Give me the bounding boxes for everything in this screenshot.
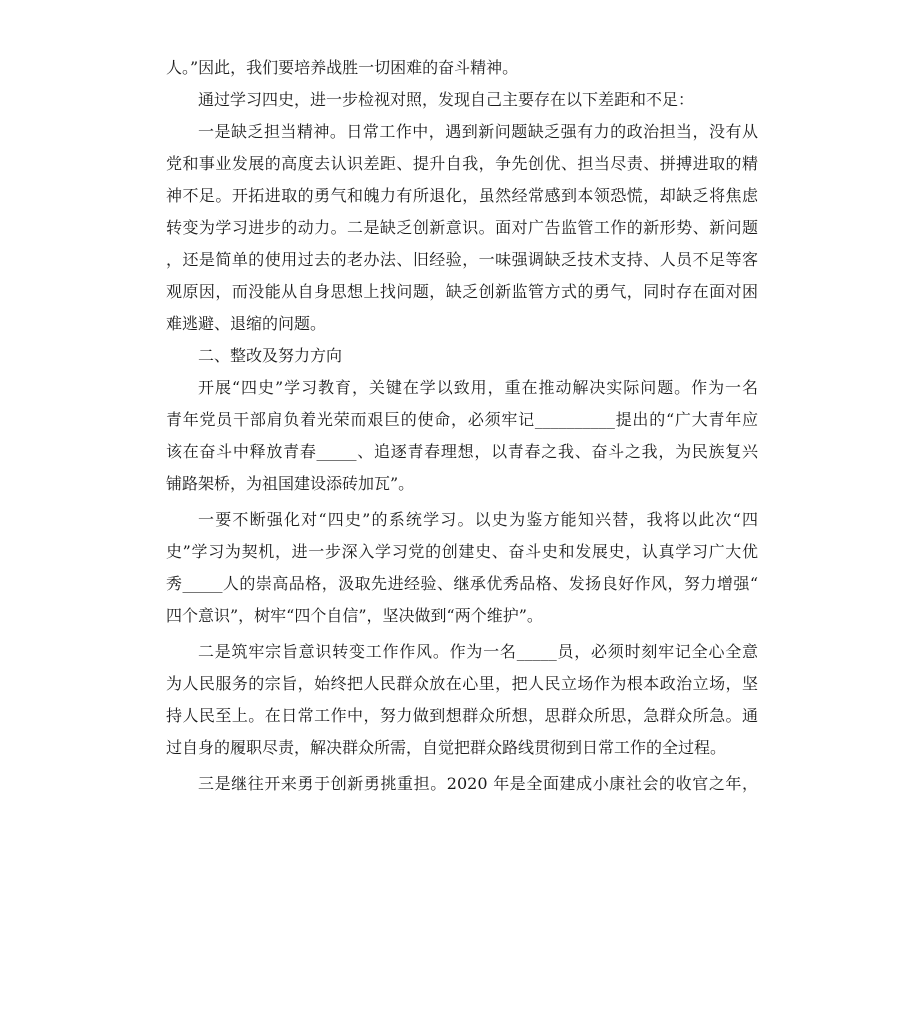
text-line: 四个意识”，树牢“四个自信”，坚决做到“两个维护”。 — [166, 606, 543, 625]
paragraph-first-line: 通过学习四史，进一步检视对照，发现自己主要存在以下差距和不足： — [198, 90, 695, 109]
text-line: 人。”因此，我们要培养战胜一切困难的奋斗精神。 — [166, 58, 519, 77]
text-line: 转变为学习进步的动力。二是缺乏创新意识。面对广告监管工作的新形势、新问题 — [166, 218, 758, 237]
text-line: 史”学习为契机，进一步深入学习党的创建史、奋斗史和发展史，认真学习广大优 — [166, 542, 758, 561]
paragraph-first-line: 一是缺乏担当精神。日常工作中，遇到新问题缺乏强有力的政治担当，没有从 — [198, 122, 758, 141]
paragraph-first-line: 一要不断强化对“四史”的系统学习。以史为鉴方能知兴替，我将以此次“四 — [198, 510, 758, 529]
text-line: 持人民至上。在日常工作中，努力做到想群众所想，思群众所思，急群众所急。通 — [166, 706, 758, 725]
paragraph-first-line: 二是筑牢宗旨意识转变工作作风。作为一名_____员，必须时刻牢记全心全意 — [198, 642, 758, 661]
text-line: ，还是简单的使用过去的老办法、旧经验，一味强调缺乏技术支持、人员不足等客 — [166, 250, 758, 269]
text-line: 该在奋斗中释放青春_____、追逐青春理想，以青春之我、奋斗之我，为民族复兴 — [166, 442, 758, 461]
text-line: 观原因，而没能从自身思想上找问题，缺乏创新监管方式的勇气，同时存在面对困 — [166, 282, 758, 301]
text-line: 为人民服务的宗旨，始终把人民群众放在心里，把人民立场作为根本政治立场，坚 — [166, 674, 758, 693]
text-line: 铺路架桥，为祖国建设添砖加瓦”。 — [166, 474, 415, 493]
paragraph-first-line: 开展“四史”学习教育，关键在学以致用，重在推动解决实际问题。作为一名 — [198, 378, 758, 397]
text-line: 青年党员干部肩负着光荣而艰巨的使命，必须牢记__________提出的“广大青年应 — [166, 410, 758, 429]
text-line: 神不足。开拓进取的勇气和魄力有所退化，虽然经常感到本领恐慌，却缺乏将焦虑 — [166, 186, 758, 205]
paragraph-first-line: 三是继往开来勇于创新勇挑重担。2020 年是全面建成小康社会的收官之年， — [198, 774, 758, 793]
text-line: 秀_____人的崇高品格，汲取先进经验、继承优秀品格、发扬良好作风，努力增强“ — [166, 574, 758, 593]
text-line: 过自身的履职尽责，解决群众所需，自觉把群众路线贯彻到日常工作的全过程。 — [166, 738, 727, 757]
text-line: 难逃避、退缩的问题。 — [166, 314, 327, 333]
text-line: 党和事业发展的高度去认识差距、提升自我，争先创优、担当尽责、拼搏进取的精 — [166, 154, 758, 173]
section-heading: 二、整改及努力方向 — [198, 346, 343, 365]
